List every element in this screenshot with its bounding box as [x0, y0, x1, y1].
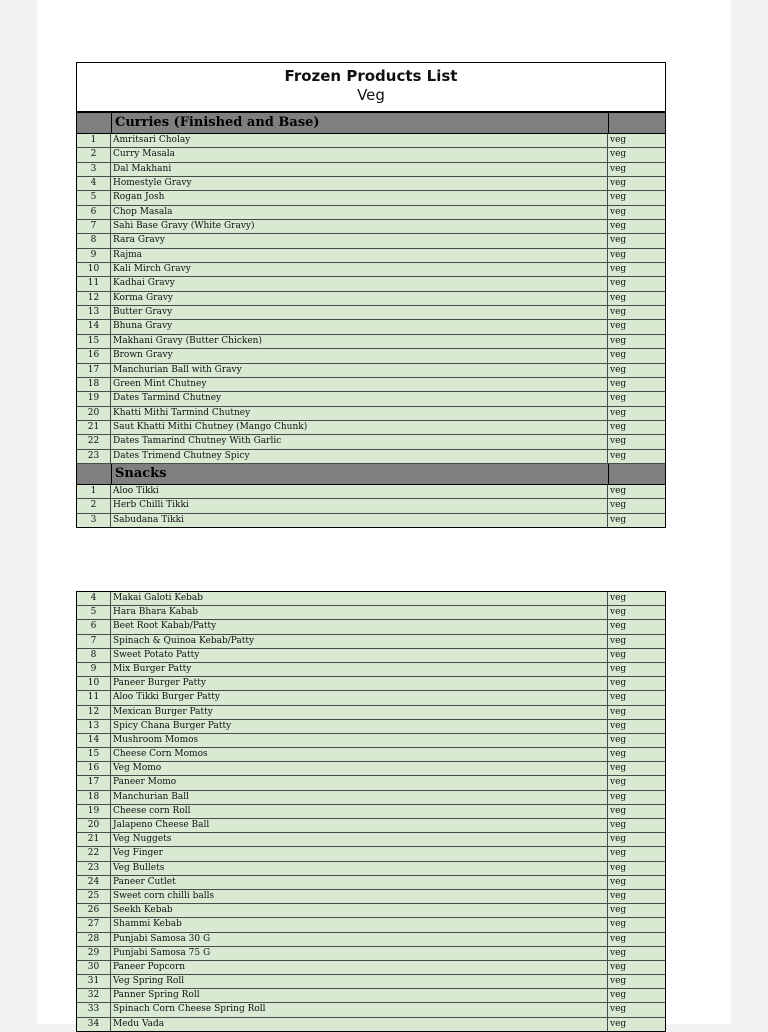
item-number: 11 [77, 277, 111, 290]
item-type: veg [610, 163, 627, 174]
table-row [77, 407, 665, 421]
table-row [77, 249, 665, 263]
item-number: 10 [77, 263, 111, 276]
item-number: 6 [77, 206, 111, 219]
section-header [77, 113, 665, 134]
item-number: 26 [77, 904, 111, 917]
item-name: Brown Gravy [111, 349, 608, 362]
products-table-page-2 [76, 591, 666, 1032]
sections-container [77, 113, 665, 527]
table-row [77, 649, 665, 663]
table-row [77, 392, 665, 406]
item-name: Rara Gravy [111, 234, 608, 247]
document-title: Frozen Products List [284, 67, 458, 85]
table-row [77, 499, 665, 513]
item-number: 8 [77, 234, 111, 247]
item-type: veg [610, 393, 627, 404]
item-number: 14 [77, 320, 111, 333]
table-row [77, 947, 665, 961]
item-number: 17 [77, 364, 111, 377]
table-row [77, 177, 665, 191]
item-name: Mix Burger Patty [111, 663, 608, 676]
item-name: Medu Vada [111, 1018, 608, 1031]
item-number: 16 [77, 762, 111, 775]
table-row [77, 292, 665, 306]
table-row [77, 277, 665, 291]
item-name: Homestyle Gravy [111, 177, 608, 190]
item-name: Dates Trimend Chutney Spicy [111, 450, 608, 463]
item-type: veg [610, 307, 627, 318]
item-type: veg [610, 621, 627, 632]
item-number: 22 [77, 847, 111, 860]
item-number: 17 [77, 776, 111, 789]
item-name: Dates Tamarind Chutney With Garlic [111, 435, 608, 448]
item-number: 2 [77, 499, 111, 512]
item-type: veg [610, 848, 627, 859]
item-type: veg [610, 192, 627, 203]
item-name: Herb Chilli Tikki [111, 499, 608, 512]
item-type: veg [610, 607, 627, 618]
item-type: veg [610, 292, 627, 303]
document-subtitle: Veg [357, 86, 385, 104]
item-name: Korma Gravy [111, 292, 608, 305]
item-type: veg [610, 149, 627, 160]
item-name: Sahi Base Gravy (White Gravy) [111, 220, 608, 233]
item-type: veg [610, 1018, 627, 1029]
table-row [77, 220, 665, 234]
table-row [77, 890, 665, 904]
section-header-number-cell [77, 113, 112, 133]
item-number: 13 [77, 306, 111, 319]
item-type: veg [610, 335, 627, 346]
table-row [77, 720, 665, 734]
item-type: veg [610, 678, 627, 689]
table-row [77, 691, 665, 705]
item-number: 20 [77, 407, 111, 420]
table-row [77, 148, 665, 162]
table-row [77, 706, 665, 720]
item-type: veg [610, 635, 627, 646]
item-name: Green Mint Chutney [111, 378, 608, 391]
item-number: 7 [77, 220, 111, 233]
item-type: veg [610, 178, 627, 189]
item-number: 14 [77, 734, 111, 747]
table-row [77, 805, 665, 819]
item-name: Paneer Cutlet [111, 876, 608, 889]
table-row [77, 833, 665, 847]
item-type: veg [610, 450, 627, 461]
item-number: 15 [77, 748, 111, 761]
item-name: Butter Gravy [111, 306, 608, 319]
table-row [77, 961, 665, 975]
item-number: 18 [77, 791, 111, 804]
item-name: Mushroom Momos [111, 734, 608, 747]
table-row [77, 748, 665, 762]
item-name: Cheese Corn Momos [111, 748, 608, 761]
item-name: Khatti Mithi Tarmind Chutney [111, 407, 608, 420]
item-type: veg [610, 407, 627, 418]
item-type: veg [610, 485, 627, 496]
item-type: veg [610, 364, 627, 375]
item-name: Manchurian Ball with Gravy [111, 364, 608, 377]
item-name: Veg Spring Roll [111, 975, 608, 988]
item-number: 6 [77, 620, 111, 633]
item-number: 23 [77, 450, 111, 463]
item-name: Mexican Burger Patty [111, 706, 608, 719]
section-header-type-cell [609, 464, 665, 484]
item-name: Punjabi Samosa 75 G [111, 947, 608, 960]
section-header-type-cell [609, 113, 665, 133]
item-number: 3 [77, 514, 111, 527]
section-header [77, 464, 665, 485]
item-number: 25 [77, 890, 111, 903]
item-type: veg [610, 221, 627, 232]
item-name: Spicy Chana Burger Patty [111, 720, 608, 733]
item-type: veg [610, 663, 627, 674]
item-name: Beet Root Kabab/Patty [111, 620, 608, 633]
item-name: Bhuna Gravy [111, 320, 608, 333]
item-number: 11 [77, 691, 111, 704]
table-row [77, 206, 665, 220]
item-name: Hara Bhara Kabab [111, 606, 608, 619]
item-type: veg [610, 278, 627, 289]
item-name: Makhani Gravy (Butter Chicken) [111, 335, 608, 348]
item-type: veg [610, 919, 627, 930]
item-number: 22 [77, 435, 111, 448]
item-number: 5 [77, 191, 111, 204]
item-type: veg [610, 421, 627, 432]
item-name: Makai Galoti Kebab [111, 592, 608, 605]
item-number: 18 [77, 378, 111, 391]
table-row [77, 435, 665, 449]
title-block [77, 63, 665, 113]
item-type: veg [610, 378, 627, 389]
table-row [77, 933, 665, 947]
section-header-number-cell [77, 464, 112, 484]
item-number: 21 [77, 421, 111, 434]
item-type: veg [610, 321, 627, 332]
table-row [77, 191, 665, 205]
item-type: veg [610, 820, 627, 830]
section-title: Snacks [112, 464, 609, 484]
item-type: veg [610, 791, 627, 802]
item-name: Cheese corn Roll [111, 805, 608, 818]
products-table-page-1 [76, 62, 666, 528]
item-type: veg [610, 763, 627, 774]
item-name: Rajma [111, 249, 608, 262]
table-row [77, 263, 665, 277]
item-name: Sabudana Tikki [111, 514, 608, 527]
item-name: Jalapeno Cheese Ball [111, 819, 608, 832]
table-row [77, 1003, 665, 1017]
item-type: veg [610, 1004, 627, 1015]
item-type: veg [610, 933, 627, 944]
section-title: Curries (Finished and Base) [112, 113, 609, 133]
item-name: Sweet corn chilli balls [111, 890, 608, 903]
table-row [77, 663, 665, 677]
item-number: 31 [77, 975, 111, 988]
item-number: 34 [77, 1018, 111, 1031]
table-row [77, 320, 665, 334]
table-row [77, 762, 665, 776]
item-name: Seekh Kebab [111, 904, 608, 917]
item-number: 15 [77, 335, 111, 348]
item-type: veg [610, 350, 627, 361]
item-name: Punjabi Samosa 30 G [111, 933, 608, 946]
table-row [77, 306, 665, 320]
table-row [77, 485, 665, 499]
item-type: veg [610, 593, 627, 603]
item-number: 1 [77, 134, 111, 147]
item-type: veg [610, 692, 627, 703]
item-name: Amritsari Cholay [111, 134, 608, 147]
table-row [77, 677, 665, 691]
item-type: veg [610, 876, 627, 887]
item-name: Spinach Corn Cheese Spring Roll [111, 1003, 608, 1016]
table-row [77, 791, 665, 805]
item-number: 10 [77, 677, 111, 690]
table-row [77, 847, 665, 861]
table-row [77, 876, 665, 890]
table-row [77, 904, 665, 918]
table-row [77, 819, 665, 833]
table-row [77, 862, 665, 876]
item-type: veg [610, 990, 627, 1001]
item-type: veg [610, 947, 627, 958]
table-row [77, 378, 665, 392]
item-type: veg [610, 264, 627, 275]
item-number: 19 [77, 805, 111, 818]
item-type: veg [610, 961, 627, 972]
item-type: veg [610, 834, 627, 845]
item-number: 9 [77, 249, 111, 262]
item-type: veg [610, 649, 627, 660]
item-name: Dal Makhani [111, 163, 608, 176]
item-number: 7 [77, 635, 111, 648]
continued-rows [77, 592, 665, 1031]
table-row [77, 989, 665, 1003]
item-number: 13 [77, 720, 111, 733]
table-row [77, 918, 665, 932]
item-name: Manchurian Ball [111, 791, 608, 804]
item-type: veg [610, 862, 627, 873]
item-name: Paneer Momo [111, 776, 608, 789]
item-number: 12 [77, 292, 111, 305]
item-number: 20 [77, 819, 111, 832]
item-name: Aloo Tikki Burger Patty [111, 691, 608, 704]
item-name: Dates Tarmind Chutney [111, 392, 608, 405]
item-type: veg [610, 706, 627, 717]
item-name: Shammi Kebab [111, 918, 608, 931]
table-row [77, 592, 665, 606]
table-row [77, 734, 665, 748]
table-row [77, 163, 665, 177]
item-number: 29 [77, 947, 111, 960]
table-row [77, 1018, 665, 1031]
table-row [77, 620, 665, 634]
item-name: Panner Spring Roll [111, 989, 608, 1002]
item-number: 24 [77, 876, 111, 889]
item-name: Saut Khatti Mithi Chutney (Mango Chunk) [111, 421, 608, 434]
item-name: Veg Momo [111, 762, 608, 775]
table-row [77, 514, 665, 527]
item-type: veg [610, 749, 627, 760]
item-type: veg [610, 135, 627, 145]
item-number: 4 [77, 592, 111, 605]
item-type: veg [610, 905, 627, 916]
item-number: 28 [77, 933, 111, 946]
item-number: 9 [77, 663, 111, 676]
item-name: Paneer Popcorn [111, 961, 608, 974]
item-type: veg [610, 436, 627, 447]
item-number: 3 [77, 163, 111, 176]
item-type: veg [610, 720, 627, 731]
item-type: veg [610, 235, 627, 246]
item-number: 32 [77, 989, 111, 1002]
item-number: 23 [77, 862, 111, 875]
table-row [77, 335, 665, 349]
table-row [77, 134, 665, 148]
table-row [77, 450, 665, 464]
item-number: 21 [77, 833, 111, 846]
item-number: 19 [77, 392, 111, 405]
table-row [77, 421, 665, 435]
item-type: veg [610, 206, 627, 217]
item-type: veg [610, 890, 627, 901]
table-row [77, 975, 665, 989]
item-type: veg [610, 734, 627, 745]
item-number: 16 [77, 349, 111, 362]
item-type: veg [610, 777, 627, 788]
item-number: 2 [77, 148, 111, 161]
item-type: veg [610, 249, 627, 260]
item-name: Veg Finger [111, 847, 608, 860]
item-number: 27 [77, 918, 111, 931]
item-type: veg [610, 976, 627, 987]
table-row [77, 349, 665, 363]
item-type: veg [610, 500, 627, 511]
item-name: Kali Mirch Gravy [111, 263, 608, 276]
item-name: Kadhai Gravy [111, 277, 608, 290]
table-row [77, 635, 665, 649]
item-number: 5 [77, 606, 111, 619]
table-row [77, 606, 665, 620]
item-number: 12 [77, 706, 111, 719]
item-number: 4 [77, 177, 111, 190]
item-name: Curry Masala [111, 148, 608, 161]
item-name: Chop Masala [111, 206, 608, 219]
item-name: Rogan Josh [111, 191, 608, 204]
item-name: Veg Bullets [111, 862, 608, 875]
item-number: 1 [77, 485, 111, 498]
table-row [77, 234, 665, 248]
item-name: Spinach & Quinoa Kebab/Patty [111, 635, 608, 648]
item-name: Aloo Tikki [111, 485, 608, 498]
item-type: veg [610, 805, 627, 816]
item-number: 33 [77, 1003, 111, 1016]
item-number: 8 [77, 649, 111, 662]
table-row [77, 364, 665, 378]
item-name: Paneer Burger Patty [111, 677, 608, 690]
item-number: 30 [77, 961, 111, 974]
item-name: Veg Nuggets [111, 833, 608, 846]
table-row [77, 776, 665, 790]
item-name: Sweet Potato Patty [111, 649, 608, 662]
item-type: veg [610, 514, 627, 525]
